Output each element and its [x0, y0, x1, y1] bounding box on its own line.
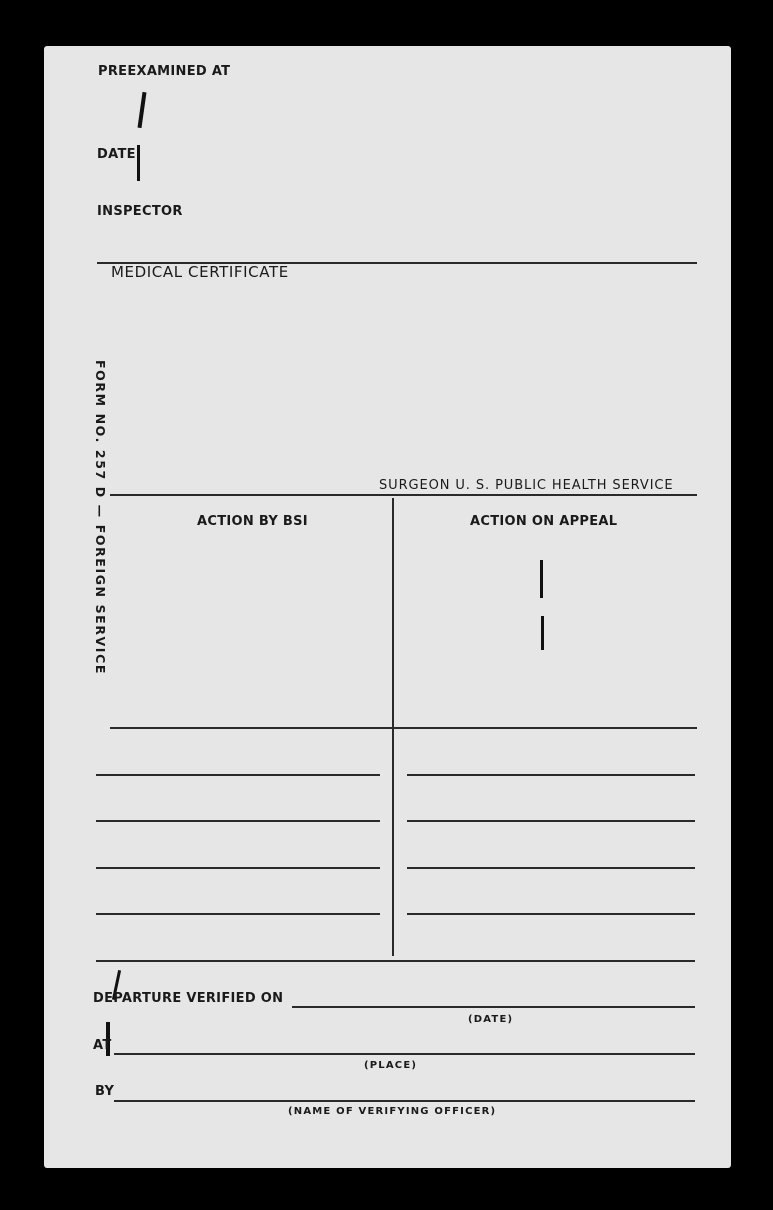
- verifying-officer-line: [114, 1100, 695, 1102]
- departure-date-line: [292, 1006, 695, 1008]
- action-by-bsi-heading: ACTION BY BSI: [197, 514, 308, 529]
- action-on-appeal-heading: ACTION ON APPEAL: [470, 514, 618, 529]
- date-caption: (DATE): [468, 1014, 514, 1025]
- appeal-entry-line: [407, 867, 695, 869]
- bsi-entry-line: [96, 820, 380, 822]
- pen-stroke: [137, 145, 140, 181]
- appeal-entry-line: [407, 913, 695, 915]
- departure-at-label: AT: [93, 1038, 112, 1053]
- inspector-label: INSPECTOR: [97, 204, 183, 219]
- place-caption: (PLACE): [364, 1060, 418, 1071]
- surgeon-signature-label: SURGEON U. S. PUBLIC HEALTH SERVICE: [379, 478, 674, 493]
- bsi-entry-line: [96, 913, 380, 915]
- preexamined-at-label: PREEXAMINED AT: [98, 64, 231, 79]
- action-section-line: [110, 727, 697, 729]
- bsi-entry-line: [96, 867, 380, 869]
- departure-by-label: BY: [95, 1084, 115, 1099]
- verifying-officer-caption: (NAME OF VERIFYING OFFICER): [288, 1106, 497, 1117]
- action-bottom-line: [96, 960, 695, 962]
- form-number-label: FORM NO. 257 D — FOREIGN SERVICE: [93, 360, 108, 675]
- pen-stroke: [541, 616, 544, 650]
- appeal-entry-line: [407, 820, 695, 822]
- appeal-entry-line: [407, 774, 695, 776]
- certificate-divider: [110, 494, 697, 496]
- date-label: DATE: [97, 147, 136, 162]
- medical-certificate-title: MEDICAL CERTIFICATE: [111, 263, 289, 281]
- bsi-entry-line: [96, 774, 380, 776]
- pen-stroke: [540, 560, 543, 598]
- departure-verified-on-label: DEPARTURE VERIFIED ON: [93, 991, 284, 1006]
- departure-place-line: [114, 1053, 695, 1055]
